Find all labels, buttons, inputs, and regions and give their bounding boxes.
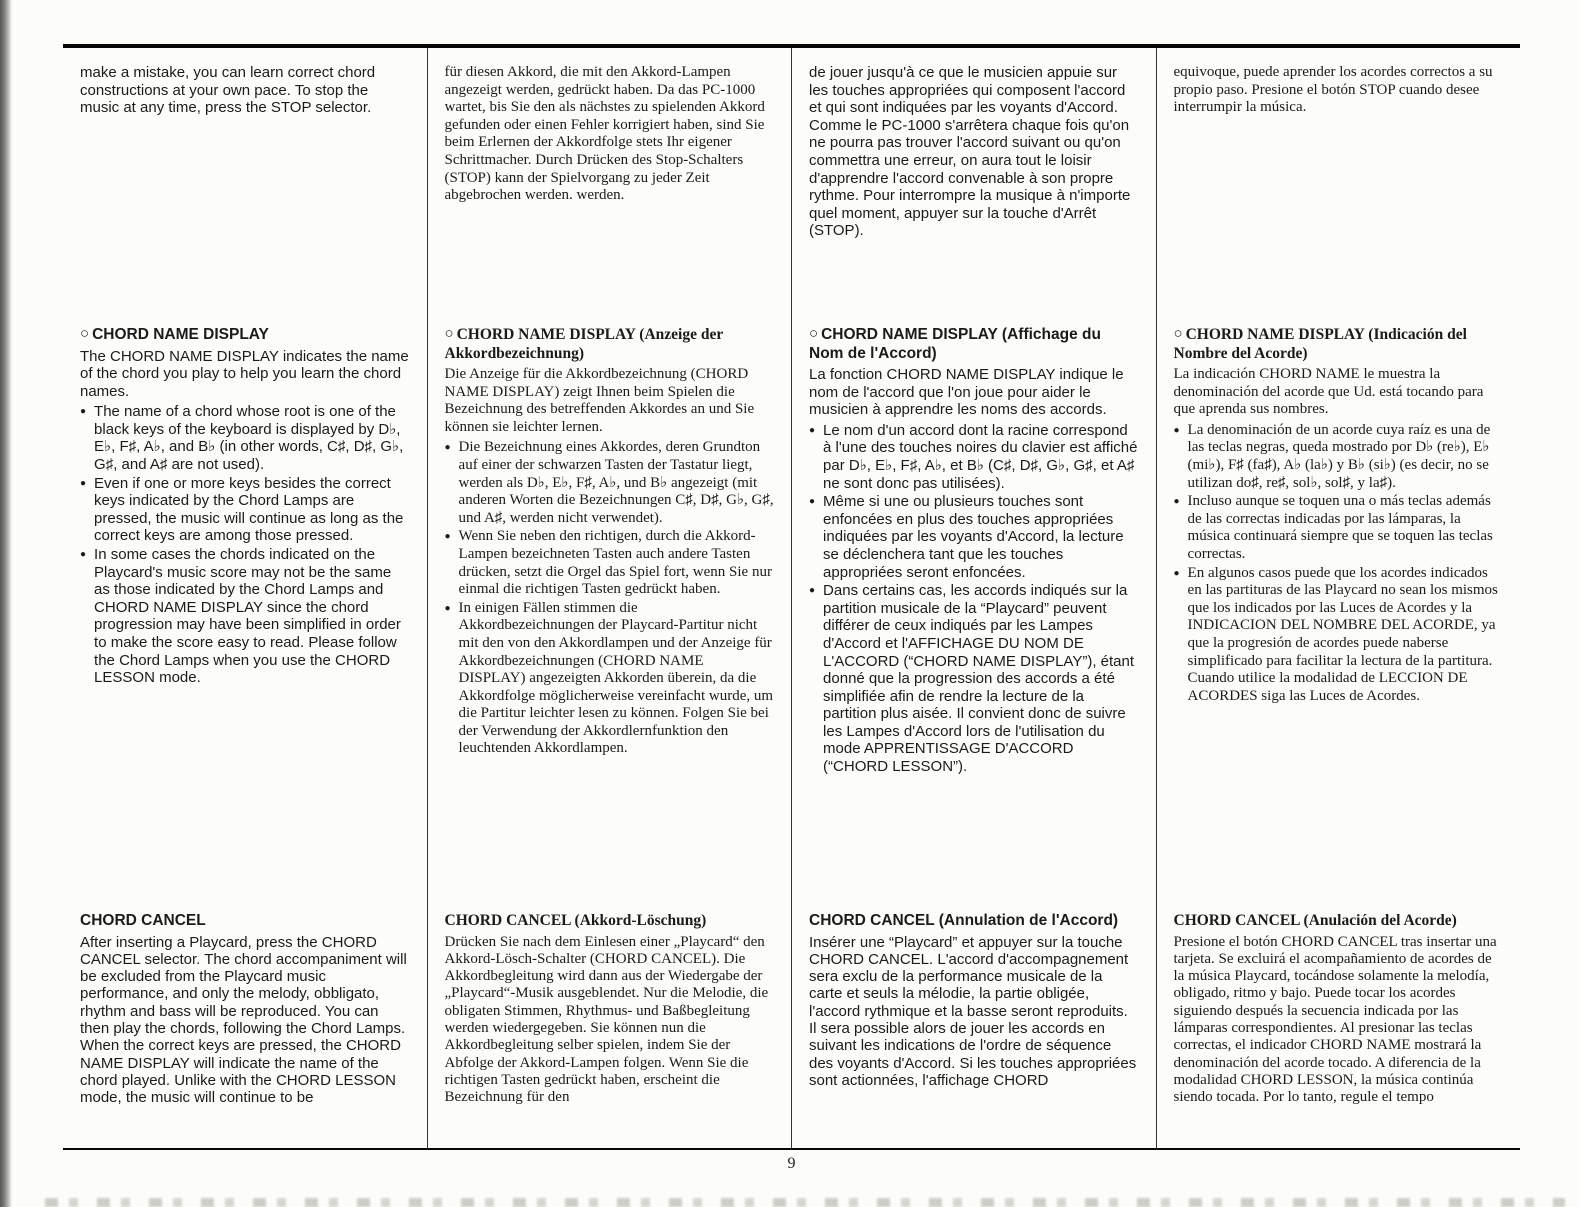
bullet-text: En algunos casos puede que los acordes indicados en las partituras de las Playcard no sean los mismos que los indicados por las Luces de Acordes y la INDICACION DEL NOMBRE DEL ACORDE, ya que la progresión de acordes puede naberse simplificado para facilitar la lectura de la partitura. Cuando utilice la modalidad de LECCION DE ACORDES siga las Luces de Acordes. (1187, 564, 1498, 704)
heading-text: CHORD NAME DISPLAY (Indicación del Nombre del Acorde) (1173, 326, 1467, 362)
chord-cancel-section-en (80, 905, 410, 1106)
bullet-text: In einigen Fällen stimmen die Akkordbezeichnungen der Playcard-Partitur nicht mit den von den Akkordlampen und der Anzeige für Akkordbezeichnungen (CHORD NAME DISPLAY) angezeigten Akkorden überein, da die Akkordfolge möglicherweise vereinfacht wurde, um die Partitur leichter lesen zu können. Folgen Sie bei der Verwendung der Akkordlernfunktion den leuchtenden Akkordlampen. (458, 599, 774, 757)
section-heading (80, 326, 410, 345)
circle-marker-icon: ○ (809, 325, 819, 342)
chord-cancel-section-fr (809, 905, 1139, 1089)
intro-text: equivoque, puede aprender los acordes correctos a su propio paso. Presione el botón STOP cuando desee interrumpir la música. (1173, 64, 1493, 116)
bullet-text: Même si une ou plusieurs touches sont enfoncées en plus des touches appropriées indiquées par les voyants d'Accord, la lecture se déclenchera tant que les touches appropriées seront enfoncées. (823, 493, 1124, 581)
scan-edge-artifact (0, 0, 12, 1207)
section-body: Die Anzeige für die Akkordbezeichnung (CHORD NAME DISPLAY) zeigt Ihnen beim Spielen die Bezeichnung des betreffenden Akkordes an und Sie können sie leichter lernen. (444, 366, 755, 435)
intro-section-de (445, 48, 775, 316)
heading-text: CHORD NAME DISPLAY (Affichage du Nom de l'Accord) (809, 326, 1101, 362)
bullet-item (445, 600, 775, 758)
bullet-item (1174, 565, 1504, 706)
section-body: La indicación CHORD NAME le muestra la denominación del acorde que Ud. está tocando para que aprenda sus nombres. (1173, 366, 1484, 418)
bullet-item (80, 403, 410, 473)
bullet-item (1174, 422, 1504, 492)
chord-name-display-section-en (80, 316, 410, 905)
section-heading (445, 326, 775, 363)
bullet-item (809, 422, 1139, 492)
heading-text: CHORD NAME DISPLAY (Anzeige der Akkordbezeichnung) (444, 326, 723, 362)
bullet-icon: ● (80, 549, 87, 561)
bullet-icon: ● (444, 602, 451, 614)
section-body: After inserting a Playcard, press the CHORD CANCEL selector. The chord accompaniment will be excluded from the Playcard music performance, and only the melody, obbligato, rhythm and bass will be reproduced. You can then play the chords, following the Chord Lamps. When the correct keys are pressed, the CHORD NAME DISPLAY will indicate the name of the chord played. Unlike with the CHORD LESSON mode, the music will continue to be (80, 933, 407, 1107)
bullet-item (809, 582, 1139, 776)
chord-name-display-section-es (1174, 316, 1504, 905)
bullet-icon: ● (80, 477, 87, 489)
bullet-text: Wenn Sie neben den richtigen, durch die Akkord-Lampen bezeichneten Tasten auch andere Tasten drücken, setzt die Orgel das Spiel fort, wenn Sie nur einmal die richtigen Tasten gedrückt haben. (458, 528, 772, 598)
intro-text: für diesen Akkord, die mit den Akkord-Lampen angezeigt werden, gedrückt haben. Da das PC-1000 wartet, bis Sie den als nächstes zu spielenden Akkord gefunden oder einen Fehler korrigiert haben, sind Sie beim Erlernen der Akkordfolge stets Ihr eigener Schrittmacher. Durch Drücken des Stop-Schalters (STOP) kann der Spielvorgang zu jeder Zeit abgebrochen werden. werden. (444, 64, 765, 204)
section-heading (1174, 326, 1504, 363)
bullet-text: Even if one or more keys besides the correct keys indicated by the Chord Lamps are pressed, the music will continue as long as the correct keys are among those pressed. (94, 474, 404, 545)
intro-text: de jouer jusqu'à ce que le musicien appuie sur les touches appropriées qui composent l'accord et qui sont indiquées par les voyants d'Accord. Comme le PC-1000 s'arrêtera chaque fois qu'on ne pourra pas trouver l'accord suivant ou qu'on commettra une erreur, on aura tout le loisir d'apprendre l'accord convenable à son propre rythme. Pour interrompre la musique à n'importe quel moment, appuyer sur la touche d'Arrêt (STOP). (809, 64, 1131, 240)
section-body: Presione el botón CHORD CANCEL tras insertar una tarjeta. Se excluirá el acompañamiento de acordes de la música Playcard, tocándose solamente la melodía, obligado, ritmo y bajo. Puede tocar los acordes siguiendo después la secuencia indicada por las lámparas correspondientes. Al presionar las teclas correctas, el indicador CHORD NAME mostrará la denominación del acorde tocado. A diferencia de la modalidad CHORD LESSON, la música continúa siendo tocada. Por lo tanto, regule el tempo (1173, 933, 1497, 1106)
section-heading: CHORD CANCEL (Akkord-Löschung) (444, 912, 707, 929)
page-number: 9 (787, 1155, 796, 1172)
bullet-item (445, 528, 775, 598)
bullet-item (80, 475, 410, 545)
heading-text: CHORD NAME DISPLAY (92, 326, 269, 343)
bullet-icon: ● (80, 406, 87, 418)
section-body: La fonction CHORD NAME DISPLAY indique le nom de l'accord que l'on joue pour aider le musicien à apprendre les noms des accords. (809, 366, 1124, 419)
column-french (791, 48, 1156, 1148)
section-heading (809, 326, 1139, 363)
section-body: The CHORD NAME DISPLAY indicates the name of the chord you play to help you learn the chord names. (80, 347, 409, 400)
bullet-list (80, 403, 410, 687)
section-body: Insérer une “Playcard” et appuyer sur la touche CHORD CANCEL. L'accord d'accompagnement sera exclu de la performance musicale de la carte et seuls la mélodie, la partie obligée, l'accord rythmique et la basse seront reproduits. Il sera possible alors de jouer les accords en suivant les indications de l'ordre de séquence des voyants d'Accord. Si les touches appropriées sont actionnées, l'affichage CHORD (809, 933, 1137, 1089)
bullet-icon: ● (809, 585, 816, 597)
column-spanish (1156, 48, 1521, 1148)
section-heading: CHORD CANCEL (80, 912, 206, 929)
section-body: Drücken Sie nach dem Einlesen einer „Playcard“ den Akkord-Lösch-Schalter (CHORD CANCEL). Die Akkordbegleitung wird dann aus der Wiedergabe der „Playcard“-Musik ausgeblendet. Nur die Melodie, die obligaten Stimmen, Rhythmus- und Baßbegleitung werden wiedergegeben. Sie können nun die Akkordbegleitung selber spielen, indem Sie der Abfolge der Akkord-Lampen folgen. Wenn Sie die richtigen Tasten gedrückt haben, erscheint die Bezeichnung für den (444, 933, 769, 1106)
column-english (63, 48, 427, 1148)
intro-section-en (80, 48, 410, 316)
intro-text: make a mistake, you can learn correct chord constructions at your own pace. To stop the music at any time, press the STOP selector. (80, 64, 376, 117)
bullet-icon: ● (1173, 496, 1180, 508)
chord-name-display-section-fr (809, 316, 1139, 905)
bottom-rule (63, 1148, 1520, 1150)
section-heading: CHORD CANCEL (Anulación del Acorde) (1173, 912, 1457, 929)
circle-marker-icon: ○ (444, 326, 454, 342)
bullet-icon: ● (809, 496, 816, 508)
bullet-list (1174, 422, 1504, 706)
chord-cancel-section-de (445, 905, 775, 1106)
bullet-icon: ● (1173, 567, 1180, 579)
section-heading: CHORD CANCEL (Annulation de l'Accord) (809, 912, 1119, 929)
bullet-list (445, 439, 775, 758)
chord-name-display-section-de (445, 316, 775, 905)
columns-container (63, 48, 1520, 1148)
bullet-icon: ● (1173, 424, 1180, 436)
bullet-text: Incluso aunque se toquen una o más teclas además de las correctas indicadas por las lámparas, la música continuará siempre que se toquen las teclas correctas. (1187, 493, 1493, 562)
column-german (427, 48, 792, 1148)
bullet-item (1174, 493, 1504, 563)
bullet-text: Die Bezeichnung eines Akkordes, deren Grundton auf einer der schwarzen Tasten der Tastatur liegt, werden als D♭, E♭, F♯, A♭, und B♭ angezeigt (mit anderen Worten die Bezeichnungen C♯, D♯, G♭, G♯, und A♯, werden nicht verwendet). (458, 439, 774, 526)
bullet-icon: ● (444, 442, 451, 454)
intro-section-es (1174, 48, 1504, 316)
bullet-text: Le nom d'un accord dont la racine correspond à l'une des touches noires du clavier est affiché par D♭, E♭, F♯, A♭, et B♭ (C♯, D♯, G♭, G♯, et A♯ ne sont donc pas utilisées). (823, 421, 1138, 492)
scan-bottom-artifact (45, 1198, 1565, 1207)
intro-section-fr (809, 48, 1139, 316)
circle-marker-icon: ○ (1173, 326, 1183, 342)
circle-marker-icon: ○ (80, 325, 90, 342)
bullet-item (445, 439, 775, 527)
bullet-icon: ● (444, 531, 451, 543)
bullet-text: In some cases the chords indicated on the Playcard's music score may not be the same as those indicated by the Chord Lamps and CHORD NAME DISPLAY since the chord progression may have been simplified in order to make the score easy to read. Please follow the Chord Lamps when you use the CHORD LESSON mode. (94, 546, 401, 687)
bullet-list (809, 422, 1139, 776)
bullet-icon: ● (809, 424, 816, 436)
chord-cancel-section-es (1174, 905, 1504, 1106)
bullet-item (80, 546, 410, 687)
bullet-item (809, 493, 1139, 581)
bullet-text: The name of a chord whose root is one of the black keys of the keyboard is displayed by D♭, E♭, F♯, A♭, and B♭ (in other words, C♯, D♯, G♭, G♯, and A♯ are not used). (94, 403, 404, 474)
bullet-text: La denominación de un acorde cuya raíz es una de las teclas negras, queda mostrado por D♭ (re♭), E♭ (mi♭), F♯ (fa♯), A♭ (la♭) y B♭ (si♭) (es decir, no se utilizan do♯, re♯, sol♭, sol♯, y la♯). (1187, 421, 1491, 491)
bullet-text: Dans certains cas, les accords indiqués sur la partition musicale de la “Playcard” peuvent différer de ceux indiqués par les Lampes d'Accord et l'AFFICHAGE DU NOM DE L'ACCORD (“CHORD NAME DISPLAY”), étant donné que la progression des accords a été simplifiée afin de rendre la lecture de la partition plus aisée. Il convient donc de suivre les Lampes d'Accord lors de l'utilisation du mode APPRENTISSAGE D'ACCORD (“CHORD LESSON”). (823, 582, 1135, 776)
